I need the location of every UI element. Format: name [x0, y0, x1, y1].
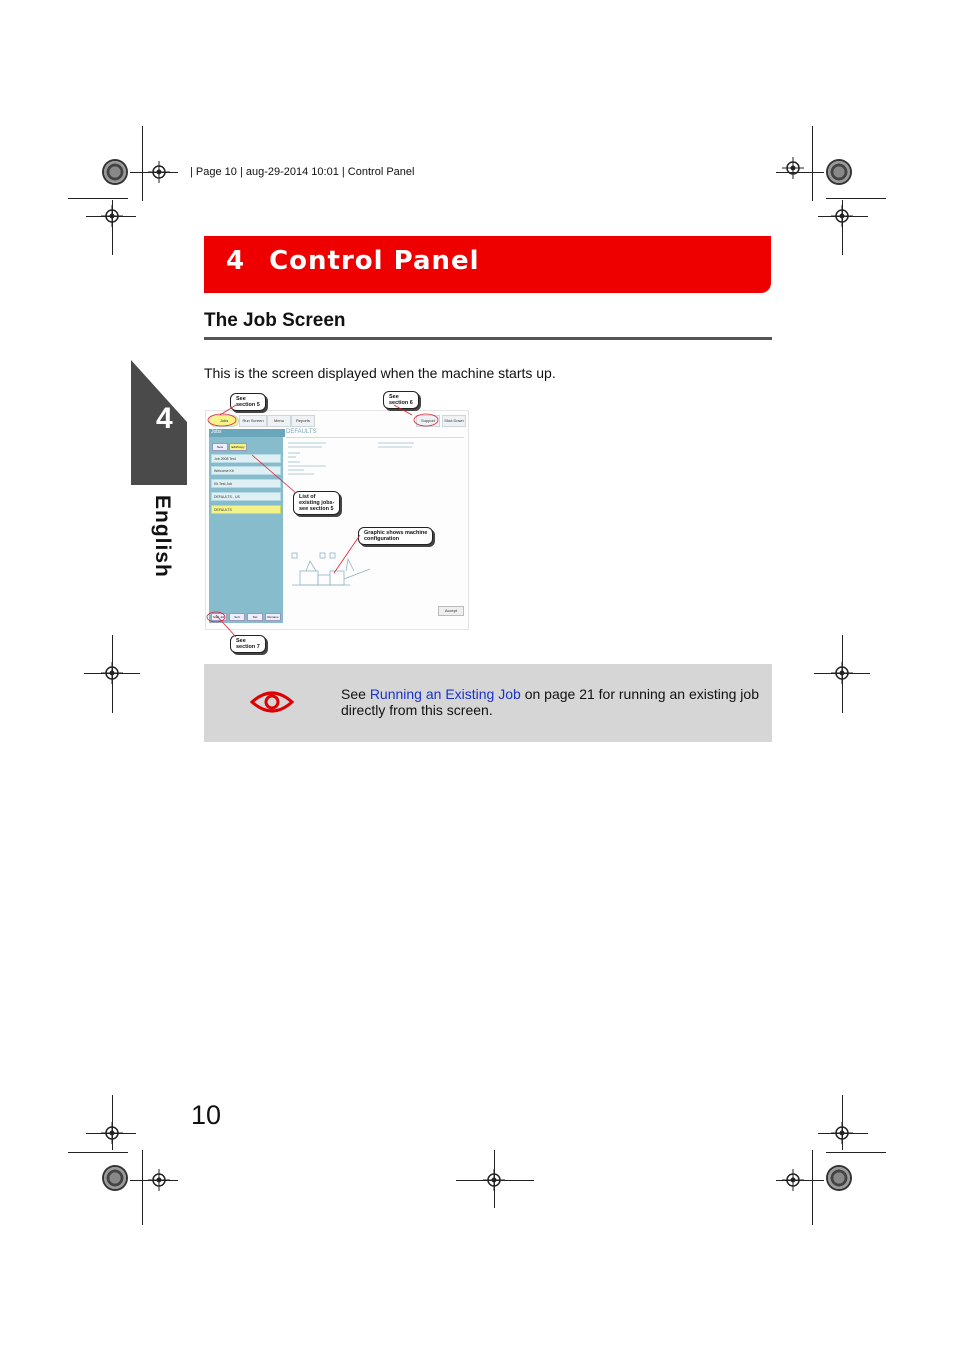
start-job-button: Start Job	[212, 615, 225, 619]
running-existing-job-link[interactable]: Running an Existing Job	[369, 686, 521, 702]
tab-shut-down: Shut Down	[442, 415, 466, 427]
intro-paragraph: This is the screen displayed when the machine starts up.	[204, 365, 556, 381]
section-rule	[204, 337, 772, 340]
crosshair-icon	[101, 662, 123, 684]
running-head: | Page 10 | aug-29-2014 10:01 | Control Panel	[190, 166, 415, 178]
chapter-title: Control Panel	[269, 246, 480, 276]
chapter-tab-number: 4	[156, 402, 173, 435]
chapter-number: 4	[226, 246, 246, 276]
crosshair-icon	[782, 157, 804, 179]
tab-reports: Reports	[291, 415, 315, 427]
callout-leader-lines	[206, 411, 468, 651]
note-text	[341, 686, 761, 718]
crosshair-icon	[483, 1169, 505, 1191]
sort-button: Sort	[229, 613, 245, 621]
note-prefix: See	[341, 686, 370, 702]
tab-run-screen: Run Screen	[239, 415, 267, 427]
crosshair-icon	[101, 1122, 123, 1144]
rename-button: Rename	[265, 613, 281, 621]
page-number: 10	[191, 1100, 222, 1130]
job-list-item: Job 2908 Test	[211, 454, 281, 463]
crosshair-icon	[831, 1122, 853, 1144]
callout-list-of-jobs: List of existing jobs- see section 5	[293, 491, 340, 515]
accept-button: Accept	[438, 606, 464, 616]
crosshair-icon	[782, 1169, 804, 1191]
job-list-item: Welcome Kit	[211, 466, 281, 475]
registration-dot-icon	[826, 1165, 852, 1191]
callout-see-section-5: See section 5	[230, 393, 266, 411]
job-list-item: Kit Test Job	[211, 479, 281, 488]
job-screen-screenshot	[205, 394, 469, 650]
language-label: English	[151, 495, 174, 578]
registration-dot-icon	[102, 159, 128, 185]
new-job-button: New	[212, 443, 228, 451]
job-detail-title: DEFAULTS	[286, 429, 317, 435]
tab-support: Support	[416, 415, 440, 427]
job-list-item: DEFAULTS - US	[211, 492, 281, 501]
note-suffix: on page 21 for running an existing job directly from this screen.	[341, 686, 759, 718]
language-tab	[138, 495, 178, 585]
edit-copy-button: Edit/Copy	[229, 443, 247, 451]
callout-graphic: Graphic shows machine configuration	[358, 527, 433, 545]
tab-menu: Menu	[267, 415, 291, 427]
delete-button: Del	[247, 613, 263, 621]
registration-dot-icon	[826, 159, 852, 185]
callout-see-section-6: See section 6	[383, 391, 419, 409]
crosshair-icon	[148, 161, 170, 183]
chapter-heading	[226, 246, 480, 276]
tab-jobs: Jobs	[209, 415, 239, 427]
job-list-title: Jobs	[209, 429, 285, 437]
callout-see-section-7: See section 7	[230, 635, 266, 653]
registration-dot-icon	[102, 1165, 128, 1191]
note-box	[204, 664, 772, 742]
eye-icon	[250, 688, 294, 716]
chapter-banner	[204, 236, 771, 293]
crosshair-icon	[831, 662, 853, 684]
crosshair-icon	[148, 1169, 170, 1191]
section-title: The Job Screen	[204, 310, 346, 331]
job-list-item-selected: DEFAULTS	[211, 505, 281, 514]
